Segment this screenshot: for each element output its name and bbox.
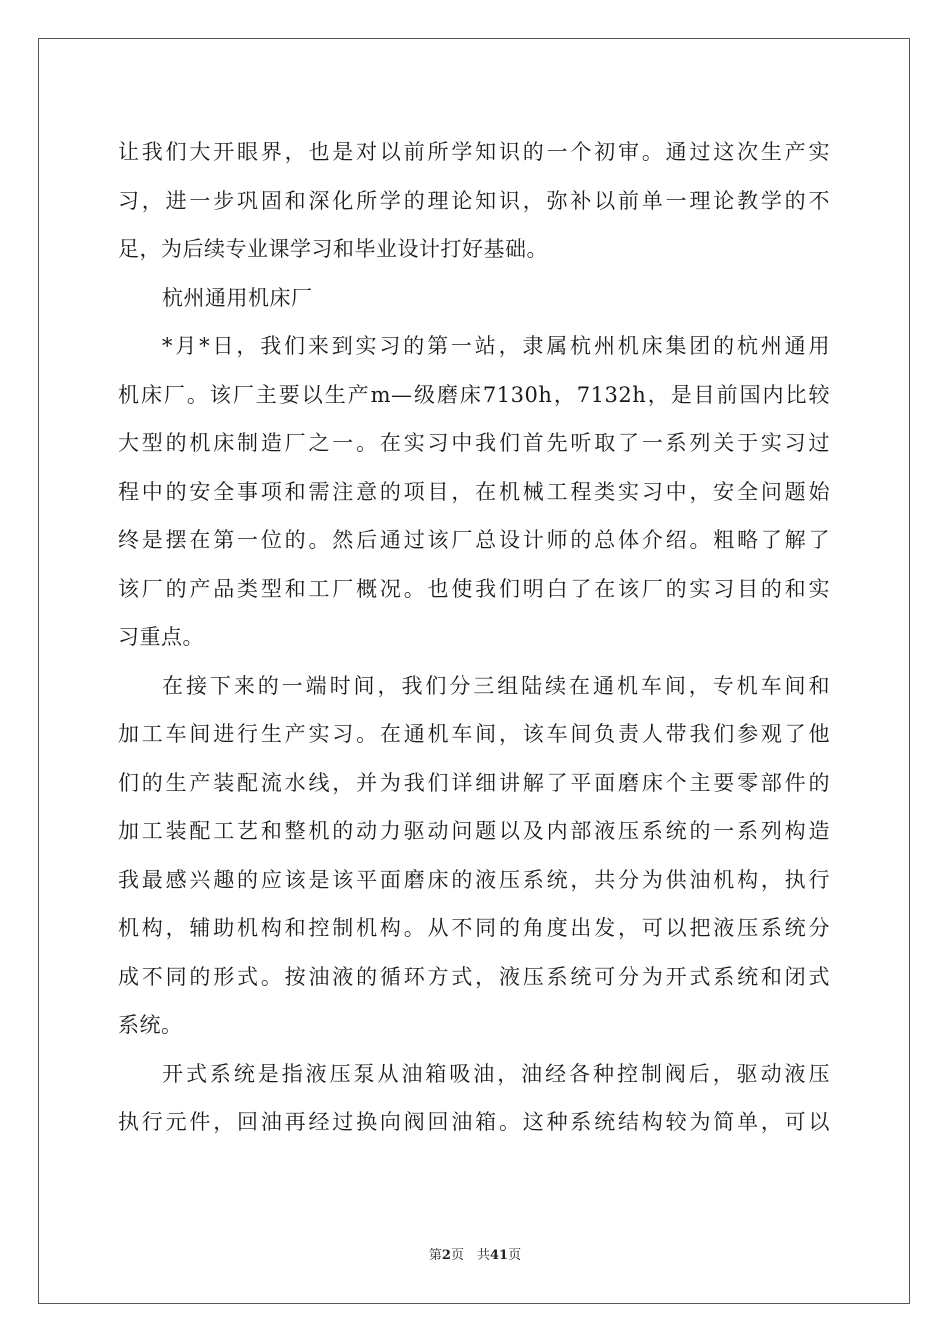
paragraph-5-line-2: 执行元件，回油再经过换向阀回油箱。这种系统结构较为简单，可以: [118, 1110, 830, 1134]
footer-total-pages: 41: [489, 1248, 509, 1263]
footer-mid: 页 共: [450, 1248, 490, 1263]
paragraph-4-line-8: 系统。: [118, 1013, 183, 1037]
paragraph-4-line-5: 我最感兴趣的应该是该平面磨床的液压系统，共分为供油机构，执行: [118, 867, 830, 892]
paragraph-3-line-7: 习重点。: [118, 625, 204, 649]
paragraph-3-line-4: 程中的安全事项和需注意的项目，在机械工程类实习中，安全问题始: [118, 479, 830, 504]
document-body: [118, 128, 830, 1147]
page-footer: [0, 1244, 950, 1263]
paragraph-3-line-5: 终是摆在第一位的。然后通过该厂总设计师的总体介绍。粗略了解了: [118, 528, 830, 552]
paragraph-5-line-1: 开式系统是指液压泵从油箱吸油，油经各种控制阀后，驱动液压: [162, 1061, 830, 1086]
paragraph-4-line-1: 在接下来的一端时间，我们分三组陆续在通机车间，专机车间和: [162, 673, 830, 698]
footer-prefix: 第: [428, 1248, 442, 1263]
paragraph-3-line-6: 该厂的产品类型和工厂概况。也使我们明白了在该厂的实习目的和实: [118, 576, 830, 601]
paragraph-1-line-3: 足，为后续专业课学习和毕业设计打好基础。: [118, 237, 548, 261]
paragraph-3-line-1: *月*日，我们来到实习的第一站，隶属杭州机床集团的杭州通用: [162, 334, 830, 358]
paragraph-4-line-3: 们的生产装配流水线，并为我们详细讲解了平面磨床个主要零部件的: [118, 770, 830, 795]
paragraph-4-line-2: 加工车间进行生产实习。在通机车间，该车间负责人带我们参观了他: [118, 722, 830, 746]
footer-page-number: 2: [441, 1248, 451, 1263]
paragraph-4-line-4: 加工装配工艺和整机的动力驱动问题以及内部液压系统的一系列构造: [118, 819, 830, 843]
paragraph-3-line-3: 大型的机床制造厂之一。在实习中我们首先听取了一系列关于实习过: [118, 431, 830, 455]
paragraph-1-line-1: 让我们大开眼界，也是对以前所学知识的一个初审。通过这次生产实: [118, 140, 830, 164]
paragraph-2-line-1: 杭州通用机床厂: [162, 285, 313, 310]
footer-suffix: 页: [508, 1248, 522, 1263]
paragraph-4-line-6: 机构，辅助机构和控制机构。从不同的角度出发，可以把液压系统分: [118, 916, 830, 940]
paragraph-1-line-2: 习，进一步巩固和深化所学的理论知识，弥补以前单一理论教学的不: [118, 188, 830, 213]
paragraph-4-line-7: 成不同的形式。按油液的循环方式，液压系统可分为开式系统和闭式: [118, 964, 830, 989]
paragraph-3-line-2: 机床厂。该厂主要以生产m—级磨床7130h，7132h，是目前国内比较: [118, 382, 830, 407]
